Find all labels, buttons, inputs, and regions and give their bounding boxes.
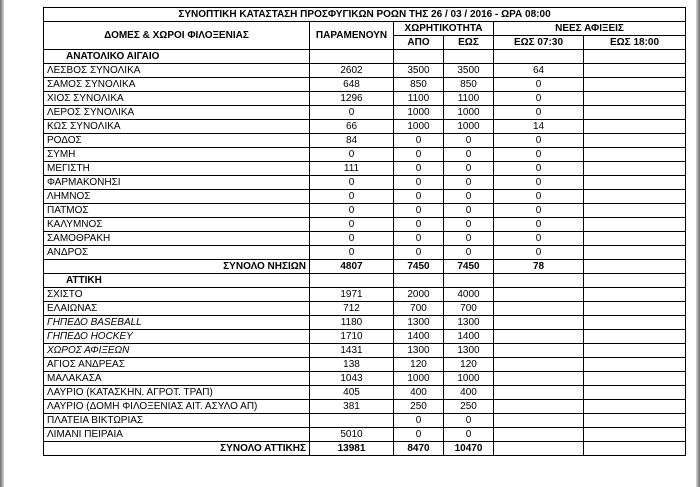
table-row	[44, 372, 686, 386]
table-row	[44, 358, 686, 372]
capacity-to-value: 1300	[444, 344, 494, 358]
table-row	[44, 190, 686, 204]
remaining-value: 0	[310, 218, 394, 232]
arrivals-0730-value	[494, 372, 584, 386]
arrivals-1800-value	[584, 246, 686, 260]
arrivals-1800-value	[584, 330, 686, 344]
capacity-to-value: 0	[444, 148, 494, 162]
capacity-to-value: 0	[444, 428, 494, 442]
remaining-value: 0	[310, 148, 394, 162]
facility-name: ΛΗΜΝΟΣ	[44, 190, 310, 204]
capacity-to-value: 1000	[444, 372, 494, 386]
remaining-value: 648	[310, 78, 394, 92]
capacity-from-value: 250	[394, 400, 444, 414]
arrivals-0730-value	[494, 358, 584, 372]
total-remaining: 13981	[310, 442, 394, 456]
remaining-value: 1971	[310, 288, 394, 302]
empty-cell	[494, 274, 584, 288]
page-edge-left	[0, 0, 4, 487]
arrivals-0730-value	[494, 400, 584, 414]
empty-cell	[394, 274, 444, 288]
total-capacity-from: 7450	[394, 260, 444, 274]
facility-name: ΣΧΙΣΤΟ	[44, 288, 310, 302]
arrivals-0730-value: 0	[494, 218, 584, 232]
facility-name: ΜΑΛΑΚΑΣΑ	[44, 372, 310, 386]
arrivals-1800-value	[584, 78, 686, 92]
facility-name: ΚΑΛΥΜΝΟΣ	[44, 218, 310, 232]
table-row	[44, 162, 686, 176]
total-arrivals-0730	[494, 442, 584, 456]
arrivals-1800-value	[584, 120, 686, 134]
empty-cell	[584, 274, 686, 288]
facility-name: ΠΛΑΤΕΙΑ ΒΙΚΤΩΡΙΑΣ	[44, 414, 310, 428]
arrivals-1800-value	[584, 190, 686, 204]
header-capacity-to: ΕΩΣ	[444, 36, 494, 50]
capacity-to-value: 0	[444, 246, 494, 260]
arrivals-0730-value: 0	[494, 134, 584, 148]
total-capacity-from: 8470	[394, 442, 444, 456]
section-title: ΑΝΑΤΟΛΙΚΟ ΑΙΓΑΙΟ	[44, 50, 310, 64]
facility-name: ΕΛΑΙΩΝΑΣ	[44, 302, 310, 316]
capacity-to-value: 0	[444, 218, 494, 232]
remaining-value: 0	[310, 232, 394, 246]
facility-name: ΛΕΣΒΟΣ ΣΥΝΟΛΙΚΑ	[44, 64, 310, 78]
capacity-from-value: 700	[394, 302, 444, 316]
total-label: ΣΥΝΟΛΟ ΑΤΤΙΚΗΣ	[44, 442, 310, 456]
capacity-from-value: 0	[394, 162, 444, 176]
refugee-flows-table	[43, 7, 686, 456]
remaining-value: 712	[310, 302, 394, 316]
arrivals-1800-value	[584, 316, 686, 330]
arrivals-0730-value: 64	[494, 64, 584, 78]
section-row	[44, 274, 686, 288]
remaining-value: 66	[310, 120, 394, 134]
arrivals-1800-value	[584, 232, 686, 246]
header-remaining: ΠΑΡΑΜΕΝΟΥΝ	[310, 22, 394, 50]
remaining-value: 0	[310, 176, 394, 190]
table-row	[44, 344, 686, 358]
remaining-value: 1431	[310, 344, 394, 358]
arrivals-1800-value	[584, 204, 686, 218]
arrivals-0730-value: 0	[494, 162, 584, 176]
capacity-from-value: 0	[394, 428, 444, 442]
capacity-from-value: 2000	[394, 288, 444, 302]
capacity-to-value: 120	[444, 358, 494, 372]
remaining-value: 0	[310, 190, 394, 204]
table-row	[44, 246, 686, 260]
capacity-from-value: 1400	[394, 330, 444, 344]
capacity-to-value: 1300	[444, 316, 494, 330]
empty-cell	[494, 50, 584, 64]
arrivals-1800-value	[584, 106, 686, 120]
empty-cell	[310, 50, 394, 64]
arrivals-0730-value: 0	[494, 148, 584, 162]
capacity-from-value: 0	[394, 218, 444, 232]
arrivals-0730-value: 0	[494, 204, 584, 218]
facility-name: ΧΙΟΣ ΣΥΝΟΛΙΚΑ	[44, 92, 310, 106]
capacity-to-value: 3500	[444, 64, 494, 78]
arrivals-1800-value	[584, 288, 686, 302]
table-row	[44, 302, 686, 316]
arrivals-0730-value	[494, 316, 584, 330]
section-title: ΑΤΤΙΚΗ	[44, 274, 310, 288]
capacity-to-value: 1100	[444, 92, 494, 106]
capacity-from-value: 0	[394, 190, 444, 204]
total-arrivals-0730: 78	[494, 260, 584, 274]
total-remaining: 4807	[310, 260, 394, 274]
arrivals-1800-value	[584, 386, 686, 400]
table-row	[44, 218, 686, 232]
table-row	[44, 414, 686, 428]
table-row	[44, 204, 686, 218]
total-row	[44, 260, 686, 274]
section-row	[44, 50, 686, 64]
total-row	[44, 442, 686, 456]
arrivals-0730-value: 0	[494, 232, 584, 246]
remaining-value: 1043	[310, 372, 394, 386]
table-row	[44, 232, 686, 246]
facility-name: ΣΥΜΗ	[44, 148, 310, 162]
table-row	[44, 288, 686, 302]
capacity-from-value: 120	[394, 358, 444, 372]
table-row	[44, 148, 686, 162]
arrivals-0730-value: 14	[494, 120, 584, 134]
capacity-from-value: 0	[394, 148, 444, 162]
facility-name: ΡΟΔΟΣ	[44, 134, 310, 148]
arrivals-1800-value	[584, 428, 686, 442]
arrivals-1800-value	[584, 176, 686, 190]
capacity-from-value: 0	[394, 414, 444, 428]
capacity-from-value: 3500	[394, 64, 444, 78]
arrivals-0730-value	[494, 344, 584, 358]
capacity-to-value: 0	[444, 162, 494, 176]
capacity-from-value: 0	[394, 204, 444, 218]
facility-name: ΓΗΠΕΔΟ HOCKEY	[44, 330, 310, 344]
capacity-to-value: 1400	[444, 330, 494, 344]
remaining-value: 84	[310, 134, 394, 148]
report-title: ΣΥΝΟΠΤΙΚΗ ΚΑΤΑΣΤΑΣΗ ΠΡΟΣΦΥΓΙΚΩΝ ΡΟΩΝ ΤΗΣ 26 / 03 / 2016 - ΩΡΑ 08:00	[44, 8, 686, 22]
capacity-to-value: 0	[444, 232, 494, 246]
table-row	[44, 120, 686, 134]
arrivals-0730-value	[494, 288, 584, 302]
capacity-from-value: 1300	[394, 316, 444, 330]
capacity-from-value: 0	[394, 134, 444, 148]
table-row	[44, 428, 686, 442]
capacity-to-value: 0	[444, 176, 494, 190]
remaining-value: 381	[310, 400, 394, 414]
capacity-from-value: 400	[394, 386, 444, 400]
capacity-from-value: 0	[394, 246, 444, 260]
empty-cell	[444, 50, 494, 64]
capacity-to-value: 4000	[444, 288, 494, 302]
header-until-0730: ΕΩΣ 07:30	[494, 36, 584, 50]
table-row	[44, 106, 686, 120]
remaining-value: 111	[310, 162, 394, 176]
table-row	[44, 386, 686, 400]
table-row	[44, 78, 686, 92]
arrivals-1800-value	[584, 344, 686, 358]
capacity-from-value: 1100	[394, 92, 444, 106]
arrivals-1800-value	[584, 302, 686, 316]
header-capacity-from: ΑΠΟ	[394, 36, 444, 50]
table-row	[44, 176, 686, 190]
header-until-1800: ΕΩΣ 18:00	[584, 36, 686, 50]
facility-name: ΑΓΙΟΣ ΑΝΔΡΕΑΣ	[44, 358, 310, 372]
facility-name: ΣΑΜΟΣ ΣΥΝΟΛΙΚΑ	[44, 78, 310, 92]
total-capacity-to: 7450	[444, 260, 494, 274]
facility-name: ΓΗΠΕΔΟ BASEBALL	[44, 316, 310, 330]
arrivals-0730-value: 0	[494, 246, 584, 260]
remaining-value: 405	[310, 386, 394, 400]
capacity-to-value: 1000	[444, 120, 494, 134]
facility-name: ΛΕΡΟΣ ΣΥΝΟΛΙΚΑ	[44, 106, 310, 120]
facility-name: ΛΙΜΑΝΙ ΠΕΙΡΑΙΑ	[44, 428, 310, 442]
capacity-from-value: 0	[394, 176, 444, 190]
remaining-value	[310, 414, 394, 428]
arrivals-1800-value	[584, 92, 686, 106]
arrivals-1800-value	[584, 134, 686, 148]
capacity-to-value: 850	[444, 78, 494, 92]
remaining-value: 1180	[310, 316, 394, 330]
facility-name: ΦΑΡΜΑΚΟΝΗΣΙ	[44, 176, 310, 190]
capacity-to-value: 400	[444, 386, 494, 400]
capacity-to-value: 0	[444, 134, 494, 148]
remaining-value: 0	[310, 106, 394, 120]
arrivals-0730-value: 0	[494, 190, 584, 204]
arrivals-0730-value: 0	[494, 78, 584, 92]
header-capacity: ΧΩΡΗΤΙΚΟΤΗΤΑ	[394, 22, 494, 36]
facility-name: ΜΕΓΙΣΤΗ	[44, 162, 310, 176]
capacity-from-value: 1000	[394, 372, 444, 386]
page-edge-right	[696, 0, 700, 487]
remaining-value: 2602	[310, 64, 394, 78]
empty-cell	[444, 274, 494, 288]
facility-name: ΣΑΜΟΘΡΑΚΗ	[44, 232, 310, 246]
capacity-from-value: 1000	[394, 106, 444, 120]
header-facilities: ΔΟΜΕΣ & ΧΩΡΟΙ ΦΙΛΟΞΕΝΙΑΣ	[44, 22, 310, 50]
facility-name: ΛΑΥΡΙΟ (ΔΟΜΗ ΦΙΛΟΞΕΝΙΑΣ ΑΙΤ. ΑΣΥΛΟ ΑΠ)	[44, 400, 310, 414]
table-row	[44, 92, 686, 106]
capacity-from-value: 850	[394, 78, 444, 92]
arrivals-0730-value	[494, 330, 584, 344]
table-row	[44, 64, 686, 78]
capacity-to-value: 0	[444, 414, 494, 428]
facility-name: ΠΑΤΜΟΣ	[44, 204, 310, 218]
arrivals-1800-value	[584, 148, 686, 162]
empty-cell	[310, 274, 394, 288]
remaining-value: 0	[310, 246, 394, 260]
capacity-from-value: 0	[394, 232, 444, 246]
arrivals-1800-value	[584, 400, 686, 414]
capacity-to-value: 1000	[444, 106, 494, 120]
empty-cell	[394, 50, 444, 64]
arrivals-0730-value	[494, 302, 584, 316]
arrivals-1800-value	[584, 358, 686, 372]
total-capacity-to: 10470	[444, 442, 494, 456]
arrivals-0730-value	[494, 386, 584, 400]
capacity-from-value: 1000	[394, 120, 444, 134]
arrivals-0730-value: 0	[494, 92, 584, 106]
header-new-arrivals: ΝΕΕΣ ΑΦΙΞΕΙΣ	[494, 22, 686, 36]
total-arrivals-1800	[584, 260, 686, 274]
arrivals-0730-value	[494, 414, 584, 428]
table-row	[44, 316, 686, 330]
arrivals-0730-value: 0	[494, 176, 584, 190]
arrivals-1800-value	[584, 162, 686, 176]
facility-name: ΛΑΥΡΙΟ (ΚΑΤΑΣΚΗΝ. ΑΓΡΟΤ. ΤΡΑΠ)	[44, 386, 310, 400]
facility-name: ΚΩΣ ΣΥΝΟΛΙΚΑ	[44, 120, 310, 134]
capacity-to-value: 0	[444, 190, 494, 204]
arrivals-0730-value: 0	[494, 106, 584, 120]
capacity-to-value: 250	[444, 400, 494, 414]
remaining-value: 138	[310, 358, 394, 372]
total-label: ΣΥΝΟΛΟ ΝΗΣΙΩΝ	[44, 260, 310, 274]
table-row	[44, 134, 686, 148]
capacity-to-value: 700	[444, 302, 494, 316]
total-arrivals-1800	[584, 442, 686, 456]
facility-name: ΧΩΡΟΣ ΑΦΙΞΕΩΝ	[44, 344, 310, 358]
arrivals-1800-value	[584, 218, 686, 232]
arrivals-1800-value	[584, 64, 686, 78]
capacity-to-value: 0	[444, 204, 494, 218]
remaining-value: 0	[310, 204, 394, 218]
arrivals-1800-value	[584, 414, 686, 428]
table-row	[44, 330, 686, 344]
facility-name: ΑΝΔΡΟΣ	[44, 246, 310, 260]
arrivals-0730-value	[494, 428, 584, 442]
remaining-value: 1710	[310, 330, 394, 344]
remaining-value: 1296	[310, 92, 394, 106]
capacity-from-value: 1300	[394, 344, 444, 358]
empty-cell	[584, 50, 686, 64]
table-row	[44, 400, 686, 414]
remaining-value: 5010	[310, 428, 394, 442]
arrivals-1800-value	[584, 372, 686, 386]
